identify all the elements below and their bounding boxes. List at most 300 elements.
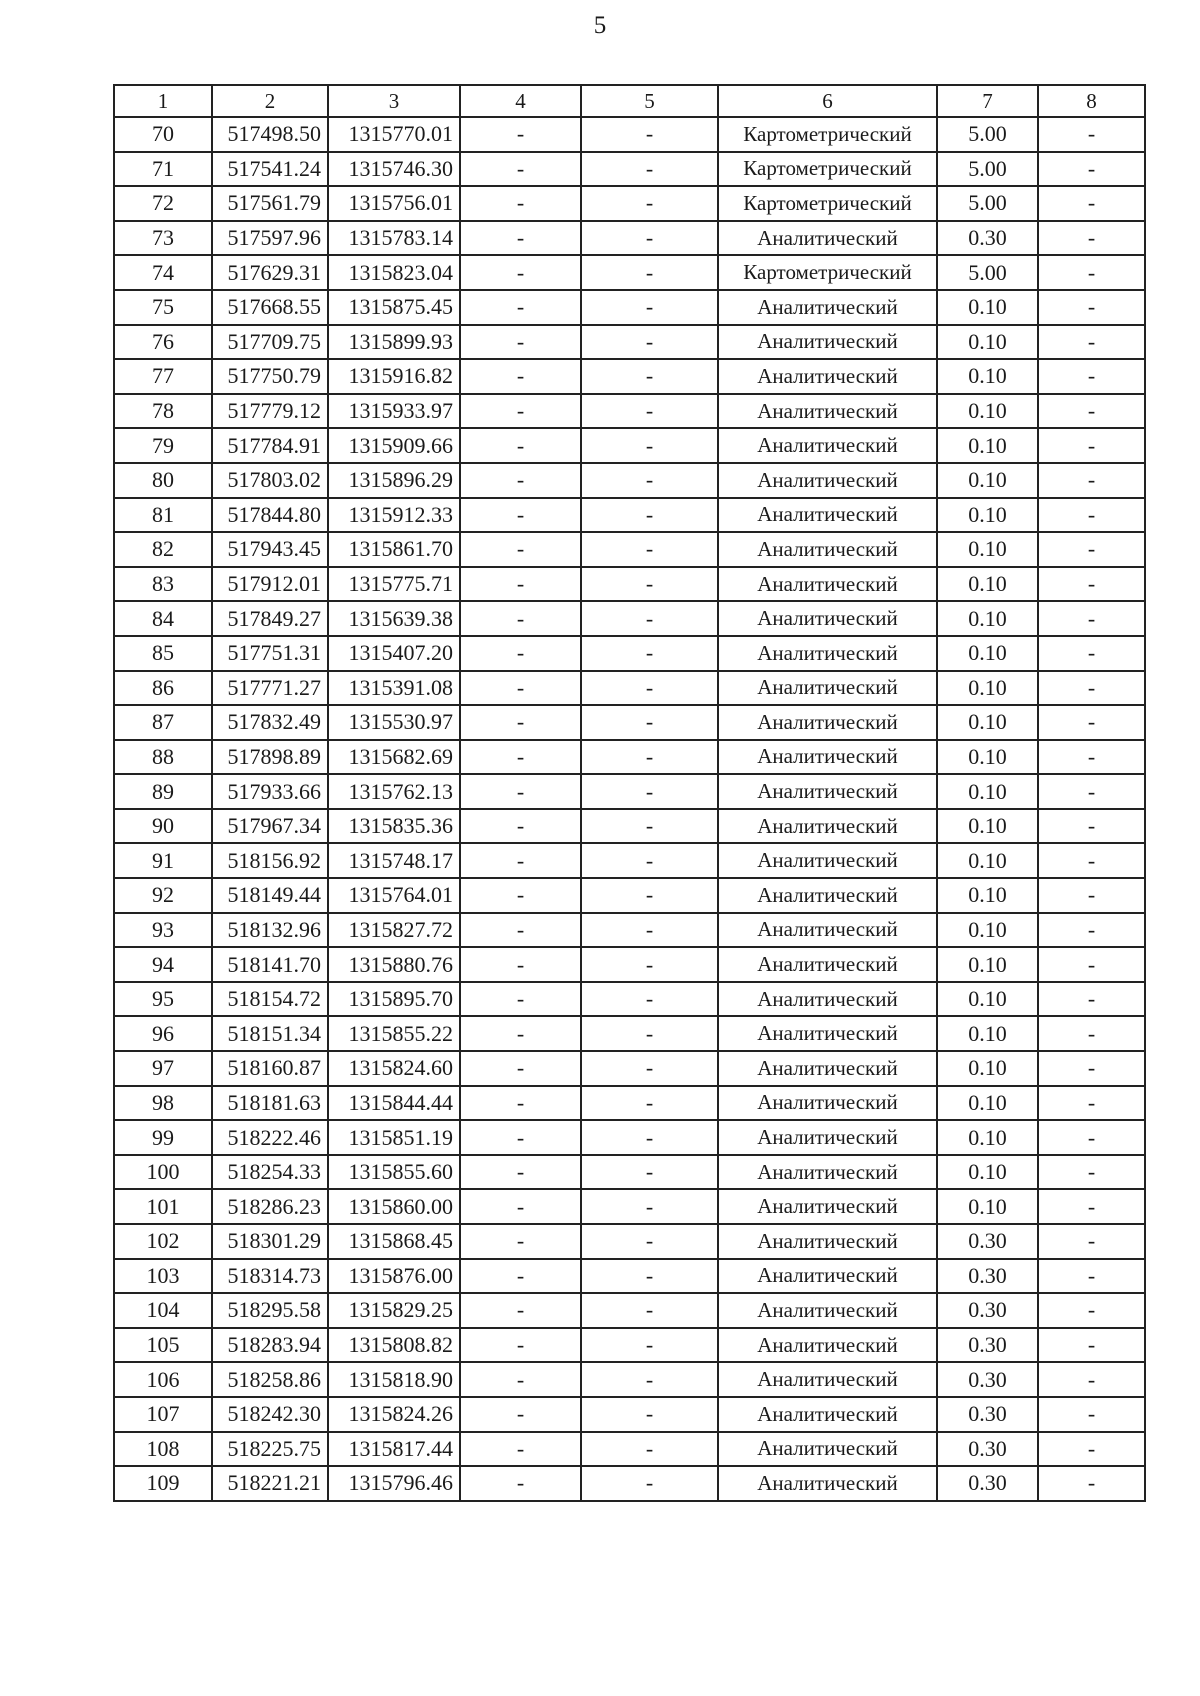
point-number-cell: 88 bbox=[114, 740, 212, 775]
point-number-cell: 74 bbox=[114, 255, 212, 290]
point-number-cell: 77 bbox=[114, 359, 212, 394]
column-8-cell: - bbox=[1038, 290, 1145, 325]
column-5-cell: - bbox=[581, 325, 718, 360]
table-row bbox=[114, 117, 1145, 152]
method-cell: Аналитический bbox=[718, 290, 937, 325]
x-coordinate-cell: 517498.50 bbox=[212, 117, 328, 152]
column-8-cell: - bbox=[1038, 255, 1145, 290]
column-8-cell: - bbox=[1038, 221, 1145, 256]
accuracy-cell: 0.30 bbox=[937, 1293, 1038, 1328]
y-coordinate-cell: 1315896.29 bbox=[328, 463, 460, 498]
y-coordinate-cell: 1315407.20 bbox=[328, 636, 460, 671]
x-coordinate-cell: 518141.70 bbox=[212, 947, 328, 982]
table-body bbox=[114, 85, 1145, 1501]
y-coordinate-cell: 1315796.46 bbox=[328, 1466, 460, 1501]
y-coordinate-cell: 1315756.01 bbox=[328, 186, 460, 221]
y-coordinate-cell: 1315880.76 bbox=[328, 947, 460, 982]
column-4-cell: - bbox=[460, 671, 581, 706]
column-8-cell: - bbox=[1038, 567, 1145, 602]
table-row bbox=[114, 1362, 1145, 1397]
column-5-cell: - bbox=[581, 1086, 718, 1121]
x-coordinate-cell: 517779.12 bbox=[212, 394, 328, 429]
y-coordinate-cell: 1315912.33 bbox=[328, 498, 460, 533]
x-coordinate-cell: 517709.75 bbox=[212, 325, 328, 360]
table-row bbox=[114, 636, 1145, 671]
column-5-cell: - bbox=[581, 1259, 718, 1294]
column-5-cell: - bbox=[581, 567, 718, 602]
header-cell: 8 bbox=[1038, 85, 1145, 117]
point-number-cell: 101 bbox=[114, 1189, 212, 1224]
column-8-cell: - bbox=[1038, 1466, 1145, 1501]
accuracy-cell: 0.10 bbox=[937, 636, 1038, 671]
column-5-cell: - bbox=[581, 982, 718, 1017]
table-row bbox=[114, 1328, 1145, 1363]
column-4-cell: - bbox=[460, 152, 581, 187]
y-coordinate-cell: 1315783.14 bbox=[328, 221, 460, 256]
column-8-cell: - bbox=[1038, 117, 1145, 152]
x-coordinate-cell: 517933.66 bbox=[212, 774, 328, 809]
y-coordinate-cell: 1315895.70 bbox=[328, 982, 460, 1017]
x-coordinate-cell: 517771.27 bbox=[212, 671, 328, 706]
point-number-cell: 90 bbox=[114, 809, 212, 844]
column-4-cell: - bbox=[460, 1051, 581, 1086]
x-coordinate-cell: 518151.34 bbox=[212, 1016, 328, 1051]
accuracy-cell: 0.10 bbox=[937, 878, 1038, 913]
x-coordinate-cell: 517784.91 bbox=[212, 428, 328, 463]
method-cell: Аналитический bbox=[718, 221, 937, 256]
y-coordinate-cell: 1315764.01 bbox=[328, 878, 460, 913]
x-coordinate-cell: 518221.21 bbox=[212, 1466, 328, 1501]
accuracy-cell: 0.30 bbox=[937, 1397, 1038, 1432]
column-8-cell: - bbox=[1038, 394, 1145, 429]
y-coordinate-cell: 1315817.44 bbox=[328, 1432, 460, 1467]
point-number-cell: 96 bbox=[114, 1016, 212, 1051]
column-5-cell: - bbox=[581, 636, 718, 671]
y-coordinate-cell: 1315818.90 bbox=[328, 1362, 460, 1397]
table-row bbox=[114, 255, 1145, 290]
table-row bbox=[114, 1051, 1145, 1086]
column-8-cell: - bbox=[1038, 809, 1145, 844]
accuracy-cell: 5.00 bbox=[937, 152, 1038, 187]
header-cell: 7 bbox=[937, 85, 1038, 117]
column-4-cell: - bbox=[460, 567, 581, 602]
column-8-cell: - bbox=[1038, 671, 1145, 706]
column-4-cell: - bbox=[460, 394, 581, 429]
column-5-cell: - bbox=[581, 1120, 718, 1155]
x-coordinate-cell: 518222.46 bbox=[212, 1120, 328, 1155]
accuracy-cell: 0.10 bbox=[937, 1016, 1038, 1051]
x-coordinate-cell: 518181.63 bbox=[212, 1086, 328, 1121]
method-cell: Аналитический bbox=[718, 1016, 937, 1051]
accuracy-cell: 0.10 bbox=[937, 1051, 1038, 1086]
column-8-cell: - bbox=[1038, 428, 1145, 463]
column-8-cell: - bbox=[1038, 1051, 1145, 1086]
y-coordinate-cell: 1315827.72 bbox=[328, 913, 460, 948]
x-coordinate-cell: 518314.73 bbox=[212, 1259, 328, 1294]
column-5-cell: - bbox=[581, 532, 718, 567]
point-number-cell: 79 bbox=[114, 428, 212, 463]
accuracy-cell: 0.10 bbox=[937, 740, 1038, 775]
column-8-cell: - bbox=[1038, 636, 1145, 671]
table-row bbox=[114, 394, 1145, 429]
column-4-cell: - bbox=[460, 221, 581, 256]
column-8-cell: - bbox=[1038, 705, 1145, 740]
accuracy-cell: 0.10 bbox=[937, 1086, 1038, 1121]
table-row bbox=[114, 1259, 1145, 1294]
point-number-cell: 73 bbox=[114, 221, 212, 256]
y-coordinate-cell: 1315860.00 bbox=[328, 1189, 460, 1224]
column-5-cell: - bbox=[581, 255, 718, 290]
column-4-cell: - bbox=[460, 843, 581, 878]
x-coordinate-cell: 517751.31 bbox=[212, 636, 328, 671]
column-4-cell: - bbox=[460, 601, 581, 636]
method-cell: Аналитический bbox=[718, 1051, 937, 1086]
column-5-cell: - bbox=[581, 1224, 718, 1259]
column-5-cell: - bbox=[581, 809, 718, 844]
column-8-cell: - bbox=[1038, 740, 1145, 775]
accuracy-cell: 0.10 bbox=[937, 1120, 1038, 1155]
accuracy-cell: 0.10 bbox=[937, 913, 1038, 948]
column-5-cell: - bbox=[581, 498, 718, 533]
method-cell: Аналитический bbox=[718, 878, 937, 913]
table-row bbox=[114, 152, 1145, 187]
column-4-cell: - bbox=[460, 774, 581, 809]
method-cell: Аналитический bbox=[718, 601, 937, 636]
point-number-cell: 76 bbox=[114, 325, 212, 360]
method-cell: Аналитический bbox=[718, 1259, 937, 1294]
accuracy-cell: 0.10 bbox=[937, 1155, 1038, 1190]
point-number-cell: 97 bbox=[114, 1051, 212, 1086]
table-row bbox=[114, 567, 1145, 602]
column-4-cell: - bbox=[460, 428, 581, 463]
table-row bbox=[114, 913, 1145, 948]
column-5-cell: - bbox=[581, 1397, 718, 1432]
column-8-cell: - bbox=[1038, 947, 1145, 982]
method-cell: Аналитический bbox=[718, 325, 937, 360]
table-row bbox=[114, 1016, 1145, 1051]
accuracy-cell: 5.00 bbox=[937, 186, 1038, 221]
point-number-cell: 103 bbox=[114, 1259, 212, 1294]
point-number-cell: 72 bbox=[114, 186, 212, 221]
column-5-cell: - bbox=[581, 1016, 718, 1051]
x-coordinate-cell: 518156.92 bbox=[212, 843, 328, 878]
y-coordinate-cell: 1315835.36 bbox=[328, 809, 460, 844]
point-number-cell: 86 bbox=[114, 671, 212, 706]
x-coordinate-cell: 517832.49 bbox=[212, 705, 328, 740]
table-row bbox=[114, 498, 1145, 533]
column-8-cell: - bbox=[1038, 878, 1145, 913]
point-number-cell: 99 bbox=[114, 1120, 212, 1155]
column-4-cell: - bbox=[460, 325, 581, 360]
column-5-cell: - bbox=[581, 740, 718, 775]
x-coordinate-cell: 517844.80 bbox=[212, 498, 328, 533]
x-coordinate-cell: 518154.72 bbox=[212, 982, 328, 1017]
column-5-cell: - bbox=[581, 186, 718, 221]
column-4-cell: - bbox=[460, 359, 581, 394]
accuracy-cell: 0.10 bbox=[937, 843, 1038, 878]
column-8-cell: - bbox=[1038, 774, 1145, 809]
column-8-cell: - bbox=[1038, 1259, 1145, 1294]
table-row bbox=[114, 359, 1145, 394]
method-cell: Аналитический bbox=[718, 671, 937, 706]
y-coordinate-cell: 1315876.00 bbox=[328, 1259, 460, 1294]
column-5-cell: - bbox=[581, 913, 718, 948]
accuracy-cell: 0.10 bbox=[937, 1189, 1038, 1224]
column-4-cell: - bbox=[460, 947, 581, 982]
point-number-cell: 70 bbox=[114, 117, 212, 152]
column-5-cell: - bbox=[581, 1051, 718, 1086]
y-coordinate-cell: 1315391.08 bbox=[328, 671, 460, 706]
header-cell: 3 bbox=[328, 85, 460, 117]
header-cell: 2 bbox=[212, 85, 328, 117]
y-coordinate-cell: 1315868.45 bbox=[328, 1224, 460, 1259]
x-coordinate-cell: 518225.75 bbox=[212, 1432, 328, 1467]
method-cell: Аналитический bbox=[718, 1224, 937, 1259]
method-cell: Аналитический bbox=[718, 567, 937, 602]
method-cell: Аналитический bbox=[718, 428, 937, 463]
accuracy-cell: 0.10 bbox=[937, 671, 1038, 706]
method-cell: Аналитический bbox=[718, 1362, 937, 1397]
table-row bbox=[114, 290, 1145, 325]
table-row bbox=[114, 1293, 1145, 1328]
header-cell: 6 bbox=[718, 85, 937, 117]
y-coordinate-cell: 1315808.82 bbox=[328, 1328, 460, 1363]
method-cell: Аналитический bbox=[718, 947, 937, 982]
x-coordinate-cell: 518283.94 bbox=[212, 1328, 328, 1363]
accuracy-cell: 0.10 bbox=[937, 359, 1038, 394]
column-8-cell: - bbox=[1038, 982, 1145, 1017]
accuracy-cell: 0.10 bbox=[937, 809, 1038, 844]
x-coordinate-cell: 517541.24 bbox=[212, 152, 328, 187]
column-4-cell: - bbox=[460, 498, 581, 533]
accuracy-cell: 0.10 bbox=[937, 498, 1038, 533]
column-4-cell: - bbox=[460, 1120, 581, 1155]
column-8-cell: - bbox=[1038, 1362, 1145, 1397]
column-5-cell: - bbox=[581, 1432, 718, 1467]
method-cell: Картометрический bbox=[718, 255, 937, 290]
column-4-cell: - bbox=[460, 1155, 581, 1190]
accuracy-cell: 0.30 bbox=[937, 1466, 1038, 1501]
column-8-cell: - bbox=[1038, 1189, 1145, 1224]
y-coordinate-cell: 1315746.30 bbox=[328, 152, 460, 187]
column-8-cell: - bbox=[1038, 463, 1145, 498]
x-coordinate-cell: 518149.44 bbox=[212, 878, 328, 913]
column-5-cell: - bbox=[581, 1362, 718, 1397]
method-cell: Аналитический bbox=[718, 982, 937, 1017]
point-number-cell: 87 bbox=[114, 705, 212, 740]
x-coordinate-cell: 518295.58 bbox=[212, 1293, 328, 1328]
method-cell: Аналитический bbox=[718, 740, 937, 775]
column-8-cell: - bbox=[1038, 1016, 1145, 1051]
point-number-cell: 104 bbox=[114, 1293, 212, 1328]
column-5-cell: - bbox=[581, 1466, 718, 1501]
method-cell: Аналитический bbox=[718, 1328, 937, 1363]
page-number: 5 bbox=[593, 12, 607, 39]
point-number-cell: 98 bbox=[114, 1086, 212, 1121]
column-4-cell: - bbox=[460, 463, 581, 498]
y-coordinate-cell: 1315639.38 bbox=[328, 601, 460, 636]
x-coordinate-cell: 518254.33 bbox=[212, 1155, 328, 1190]
point-number-cell: 93 bbox=[114, 913, 212, 948]
method-cell: Аналитический bbox=[718, 532, 937, 567]
column-8-cell: - bbox=[1038, 1293, 1145, 1328]
table-row bbox=[114, 878, 1145, 913]
column-5-cell: - bbox=[581, 774, 718, 809]
column-4-cell: - bbox=[460, 1086, 581, 1121]
accuracy-cell: 0.10 bbox=[937, 290, 1038, 325]
column-5-cell: - bbox=[581, 463, 718, 498]
x-coordinate-cell: 518160.87 bbox=[212, 1051, 328, 1086]
accuracy-cell: 0.30 bbox=[937, 221, 1038, 256]
table-row bbox=[114, 774, 1145, 809]
column-5-cell: - bbox=[581, 705, 718, 740]
method-cell: Аналитический bbox=[718, 1086, 937, 1121]
table-row bbox=[114, 705, 1145, 740]
method-cell: Аналитический bbox=[718, 843, 937, 878]
column-4-cell: - bbox=[460, 1016, 581, 1051]
method-cell: Аналитический bbox=[718, 394, 937, 429]
table-row bbox=[114, 1086, 1145, 1121]
table-row bbox=[114, 1189, 1145, 1224]
point-number-cell: 80 bbox=[114, 463, 212, 498]
accuracy-cell: 0.10 bbox=[937, 982, 1038, 1017]
column-8-cell: - bbox=[1038, 532, 1145, 567]
accuracy-cell: 0.30 bbox=[937, 1328, 1038, 1363]
table-row bbox=[114, 325, 1145, 360]
column-4-cell: - bbox=[460, 636, 581, 671]
column-8-cell: - bbox=[1038, 1086, 1145, 1121]
table-row bbox=[114, 982, 1145, 1017]
column-8-cell: - bbox=[1038, 186, 1145, 221]
x-coordinate-cell: 517597.96 bbox=[212, 221, 328, 256]
column-5-cell: - bbox=[581, 1189, 718, 1224]
table-row bbox=[114, 1120, 1145, 1155]
method-cell: Аналитический bbox=[718, 359, 937, 394]
point-number-cell: 89 bbox=[114, 774, 212, 809]
point-number-cell: 71 bbox=[114, 152, 212, 187]
column-5-cell: - bbox=[581, 601, 718, 636]
column-4-cell: - bbox=[460, 878, 581, 913]
y-coordinate-cell: 1315855.22 bbox=[328, 1016, 460, 1051]
x-coordinate-cell: 518286.23 bbox=[212, 1189, 328, 1224]
table-row bbox=[114, 1155, 1145, 1190]
column-8-cell: - bbox=[1038, 1328, 1145, 1363]
column-4-cell: - bbox=[460, 1328, 581, 1363]
table-row bbox=[114, 1224, 1145, 1259]
accuracy-cell: 0.30 bbox=[937, 1362, 1038, 1397]
column-5-cell: - bbox=[581, 1155, 718, 1190]
x-coordinate-cell: 517668.55 bbox=[212, 290, 328, 325]
y-coordinate-cell: 1315855.60 bbox=[328, 1155, 460, 1190]
y-coordinate-cell: 1315909.66 bbox=[328, 428, 460, 463]
column-4-cell: - bbox=[460, 1259, 581, 1294]
method-cell: Картометрический bbox=[718, 117, 937, 152]
column-5-cell: - bbox=[581, 428, 718, 463]
y-coordinate-cell: 1315748.17 bbox=[328, 843, 460, 878]
table-row bbox=[114, 186, 1145, 221]
column-5-cell: - bbox=[581, 878, 718, 913]
x-coordinate-cell: 518242.30 bbox=[212, 1397, 328, 1432]
header-cell: 1 bbox=[114, 85, 212, 117]
x-coordinate-cell: 517561.79 bbox=[212, 186, 328, 221]
point-number-cell: 85 bbox=[114, 636, 212, 671]
y-coordinate-cell: 1315823.04 bbox=[328, 255, 460, 290]
accuracy-cell: 0.30 bbox=[937, 1432, 1038, 1467]
column-5-cell: - bbox=[581, 671, 718, 706]
column-8-cell: - bbox=[1038, 1432, 1145, 1467]
column-4-cell: - bbox=[460, 1293, 581, 1328]
point-number-cell: 84 bbox=[114, 601, 212, 636]
y-coordinate-cell: 1315851.19 bbox=[328, 1120, 460, 1155]
method-cell: Аналитический bbox=[718, 1120, 937, 1155]
column-5-cell: - bbox=[581, 947, 718, 982]
method-cell: Аналитический bbox=[718, 1155, 937, 1190]
point-number-cell: 81 bbox=[114, 498, 212, 533]
table-row bbox=[114, 1466, 1145, 1501]
table-row bbox=[114, 1397, 1145, 1432]
column-4-cell: - bbox=[460, 705, 581, 740]
column-5-cell: - bbox=[581, 117, 718, 152]
point-number-cell: 94 bbox=[114, 947, 212, 982]
method-cell: Аналитический bbox=[718, 774, 937, 809]
column-5-cell: - bbox=[581, 394, 718, 429]
x-coordinate-cell: 517849.27 bbox=[212, 601, 328, 636]
method-cell: Аналитический bbox=[718, 636, 937, 671]
point-number-cell: 108 bbox=[114, 1432, 212, 1467]
method-cell: Аналитический bbox=[718, 1432, 937, 1467]
accuracy-cell: 0.10 bbox=[937, 705, 1038, 740]
column-5-cell: - bbox=[581, 1328, 718, 1363]
column-8-cell: - bbox=[1038, 1397, 1145, 1432]
column-4-cell: - bbox=[460, 186, 581, 221]
y-coordinate-cell: 1315933.97 bbox=[328, 394, 460, 429]
header-cell: 4 bbox=[460, 85, 581, 117]
point-number-cell: 83 bbox=[114, 567, 212, 602]
method-cell: Аналитический bbox=[718, 809, 937, 844]
column-8-cell: - bbox=[1038, 325, 1145, 360]
point-number-cell: 107 bbox=[114, 1397, 212, 1432]
table-header-row bbox=[114, 85, 1145, 117]
table-row bbox=[114, 947, 1145, 982]
point-number-cell: 106 bbox=[114, 1362, 212, 1397]
column-4-cell: - bbox=[460, 982, 581, 1017]
x-coordinate-cell: 518301.29 bbox=[212, 1224, 328, 1259]
method-cell: Картометрический bbox=[718, 152, 937, 187]
column-5-cell: - bbox=[581, 152, 718, 187]
point-number-cell: 75 bbox=[114, 290, 212, 325]
x-coordinate-cell: 517898.89 bbox=[212, 740, 328, 775]
x-coordinate-cell: 517967.34 bbox=[212, 809, 328, 844]
y-coordinate-cell: 1315775.71 bbox=[328, 567, 460, 602]
column-8-cell: - bbox=[1038, 498, 1145, 533]
y-coordinate-cell: 1315875.45 bbox=[328, 290, 460, 325]
method-cell: Аналитический bbox=[718, 1293, 937, 1328]
y-coordinate-cell: 1315530.97 bbox=[328, 705, 460, 740]
point-number-cell: 95 bbox=[114, 982, 212, 1017]
point-number-cell: 78 bbox=[114, 394, 212, 429]
column-5-cell: - bbox=[581, 290, 718, 325]
table-row bbox=[114, 1432, 1145, 1467]
x-coordinate-cell: 518132.96 bbox=[212, 913, 328, 948]
column-4-cell: - bbox=[460, 740, 581, 775]
point-number-cell: 109 bbox=[114, 1466, 212, 1501]
y-coordinate-cell: 1315916.82 bbox=[328, 359, 460, 394]
method-cell: Аналитический bbox=[718, 463, 937, 498]
column-4-cell: - bbox=[460, 255, 581, 290]
accuracy-cell: 0.30 bbox=[937, 1259, 1038, 1294]
column-4-cell: - bbox=[460, 1362, 581, 1397]
table-row bbox=[114, 428, 1145, 463]
